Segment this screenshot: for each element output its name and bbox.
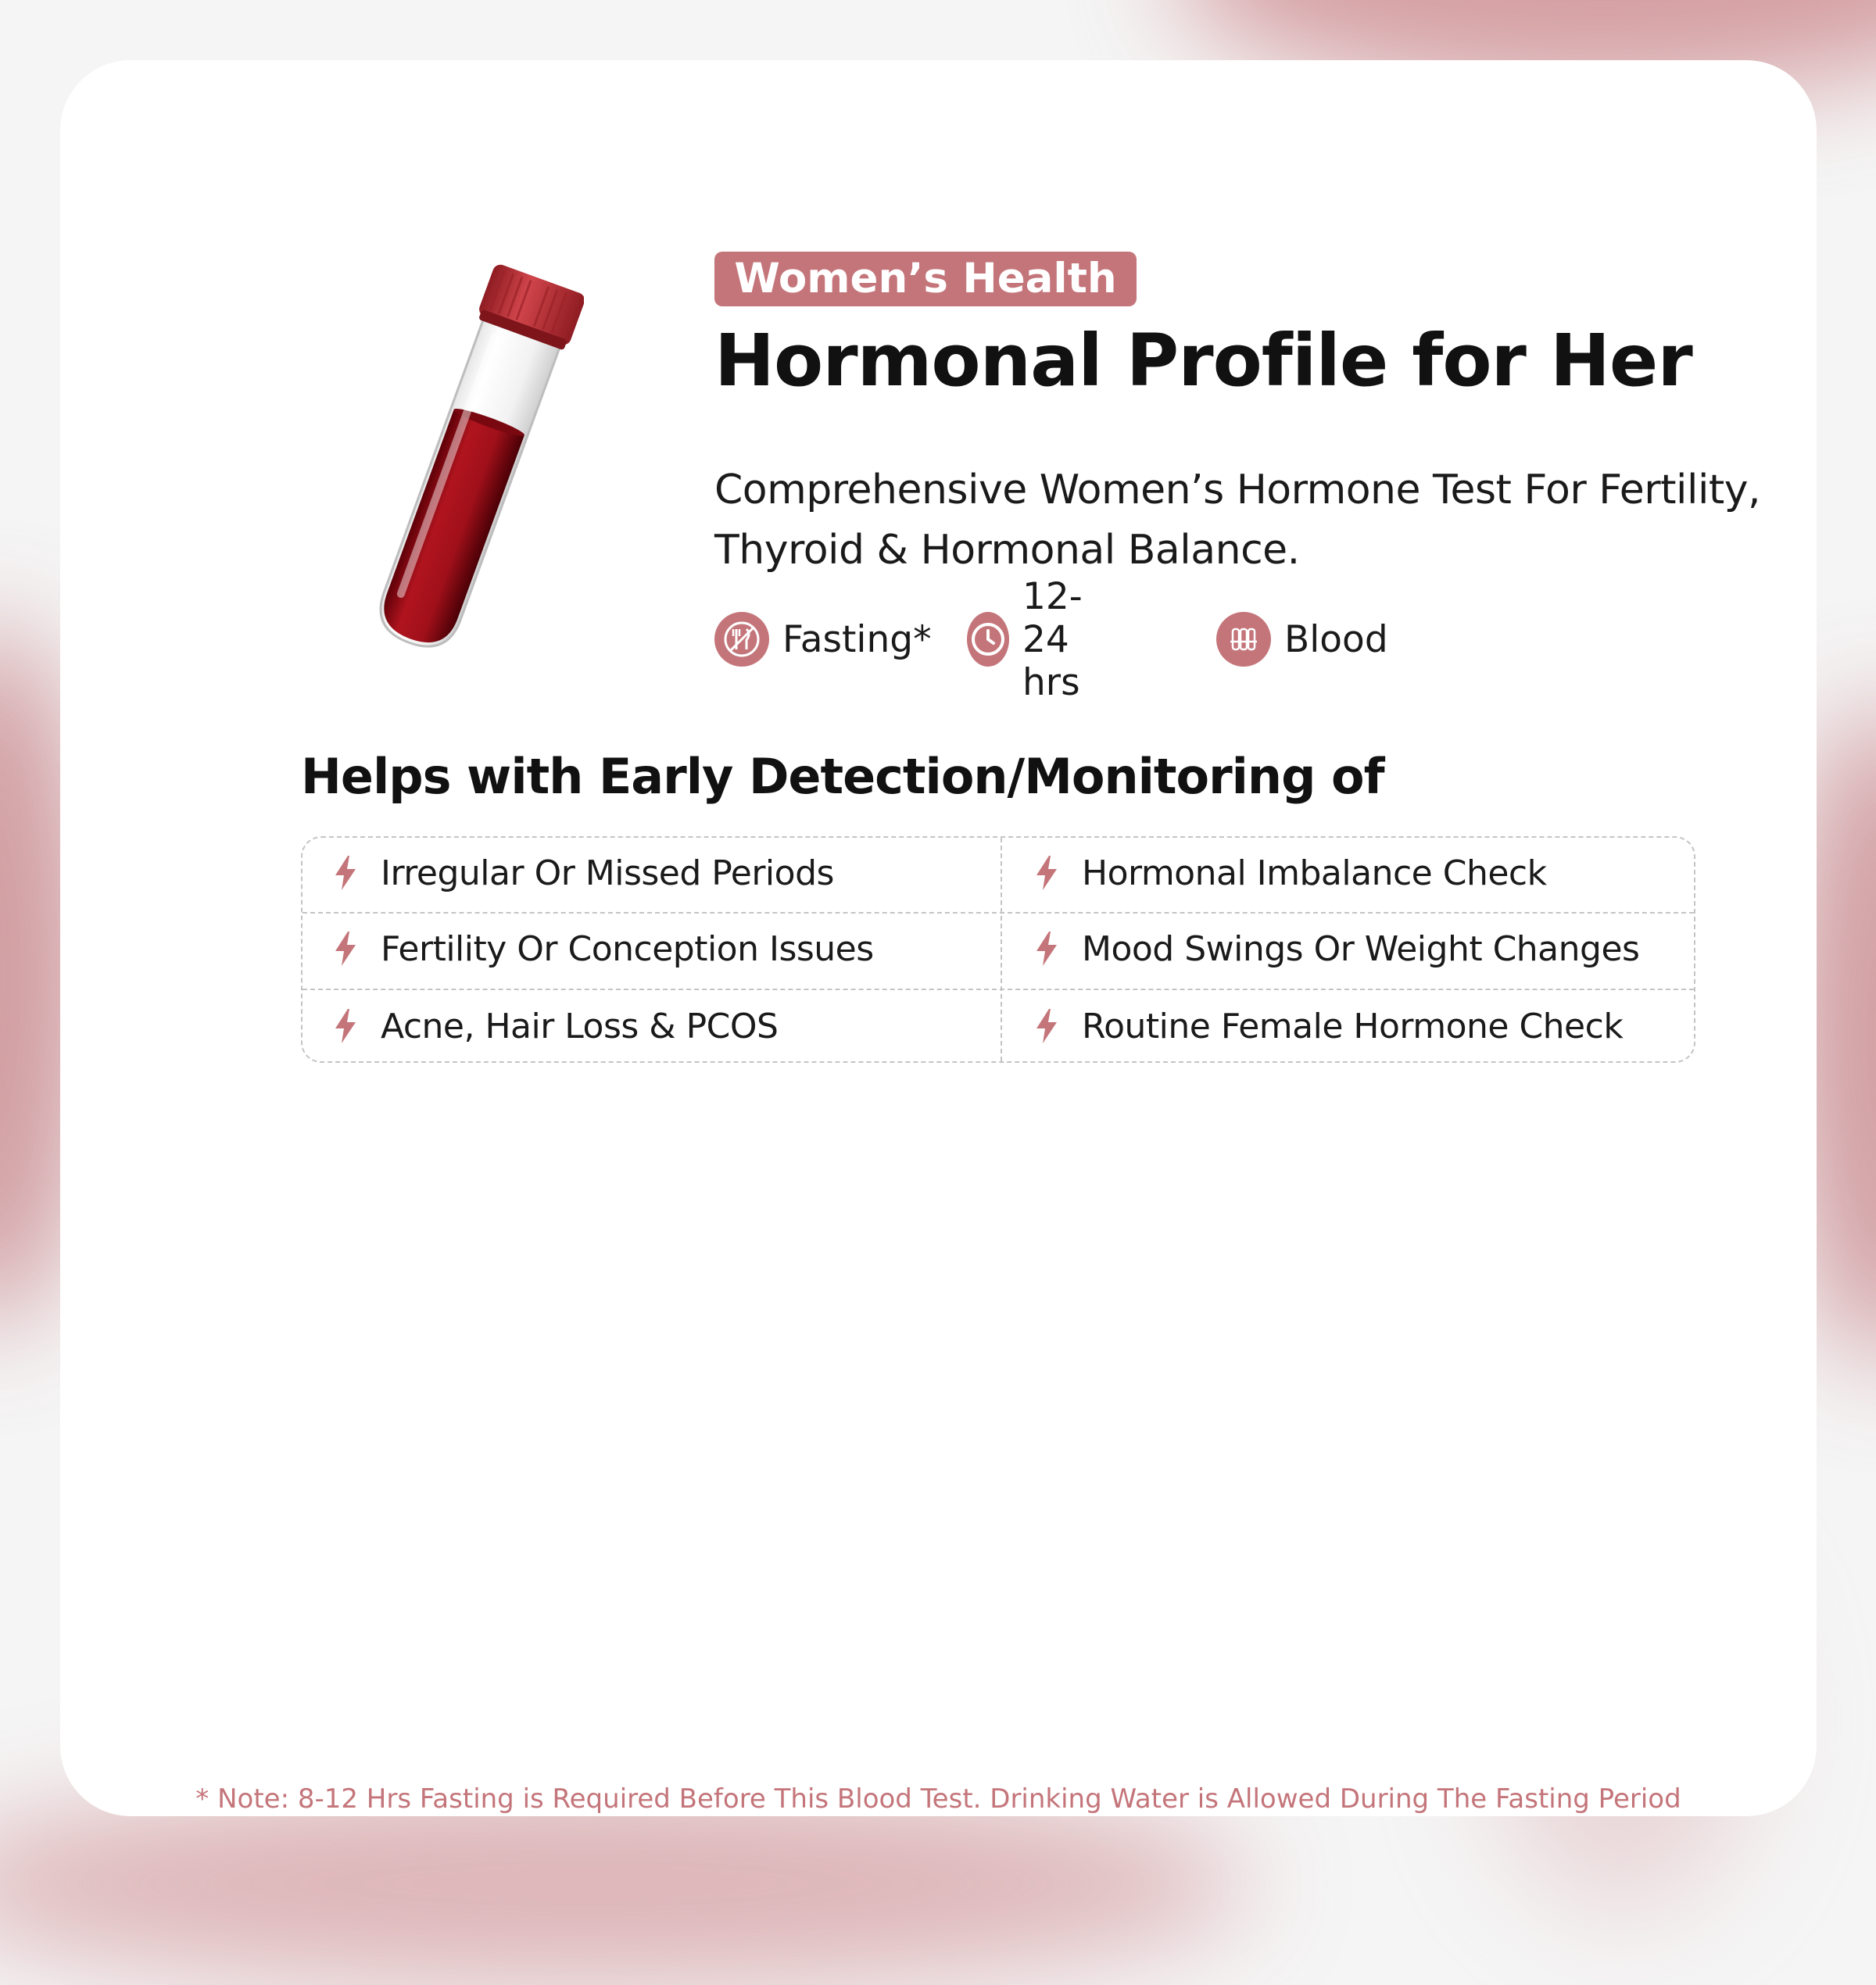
product-card: [60, 60, 1817, 1816]
grid-divider-vertical: [1001, 838, 1002, 1061]
blood-tube-icon: [365, 259, 584, 666]
benefits-title: Helps with Early Detection/Monitoring of: [301, 748, 1384, 805]
benefit-item: [332, 838, 834, 908]
clock-icon: [967, 612, 1009, 667]
category-badge: Women’s Health: [714, 252, 1137, 306]
bolt-icon: [1033, 1007, 1060, 1045]
benefit-label: Fertility Or Conception Issues: [381, 928, 874, 969]
bolt-icon: [332, 930, 359, 967]
meta-fasting: [714, 611, 932, 667]
bolt-icon: [332, 1007, 359, 1045]
benefit-item: [332, 991, 778, 1061]
fasting-label: Fasting*: [782, 617, 932, 661]
benefit-label: Routine Female Hormone Check: [1082, 1006, 1624, 1046]
benefit-label: Acne, Hair Loss & PCOS: [381, 1006, 779, 1046]
benefit-item: [1033, 838, 1547, 908]
benefits-grid: [301, 836, 1695, 1063]
fasting-note: * Note: 8-12 Hrs Fasting is Required Before This Blood Test. Drinking Water is Allowed During The Fasting Period: [195, 1783, 1681, 1815]
benefit-label: Hormonal Imbalance Check: [1082, 853, 1547, 893]
benefit-item: [332, 914, 874, 984]
meta-sample: [1216, 611, 1388, 667]
product-title: Hormonal Profile for Her: [714, 319, 1692, 402]
bolt-icon: [1033, 930, 1060, 967]
sample-label: Blood: [1284, 617, 1388, 661]
duration-label: 12-24 hrs: [1022, 574, 1083, 704]
benefit-item: [1033, 991, 1623, 1061]
bolt-icon: [332, 854, 359, 892]
benefit-item: [1033, 914, 1639, 984]
grid-divider-horizontal: [303, 989, 1694, 990]
no-food-icon: [714, 612, 769, 667]
test-tubes-icon: [1216, 612, 1271, 667]
benefit-label: Irregular Or Missed Periods: [381, 853, 834, 893]
benefit-label: Mood Swings Or Weight Changes: [1082, 928, 1640, 969]
meta-duration: [967, 574, 1095, 704]
product-description: Comprehensive Women’s Hormone Test For Fertility, Thyroid & Hormonal Balance.: [714, 467, 1761, 574]
bolt-icon: [1033, 854, 1060, 892]
